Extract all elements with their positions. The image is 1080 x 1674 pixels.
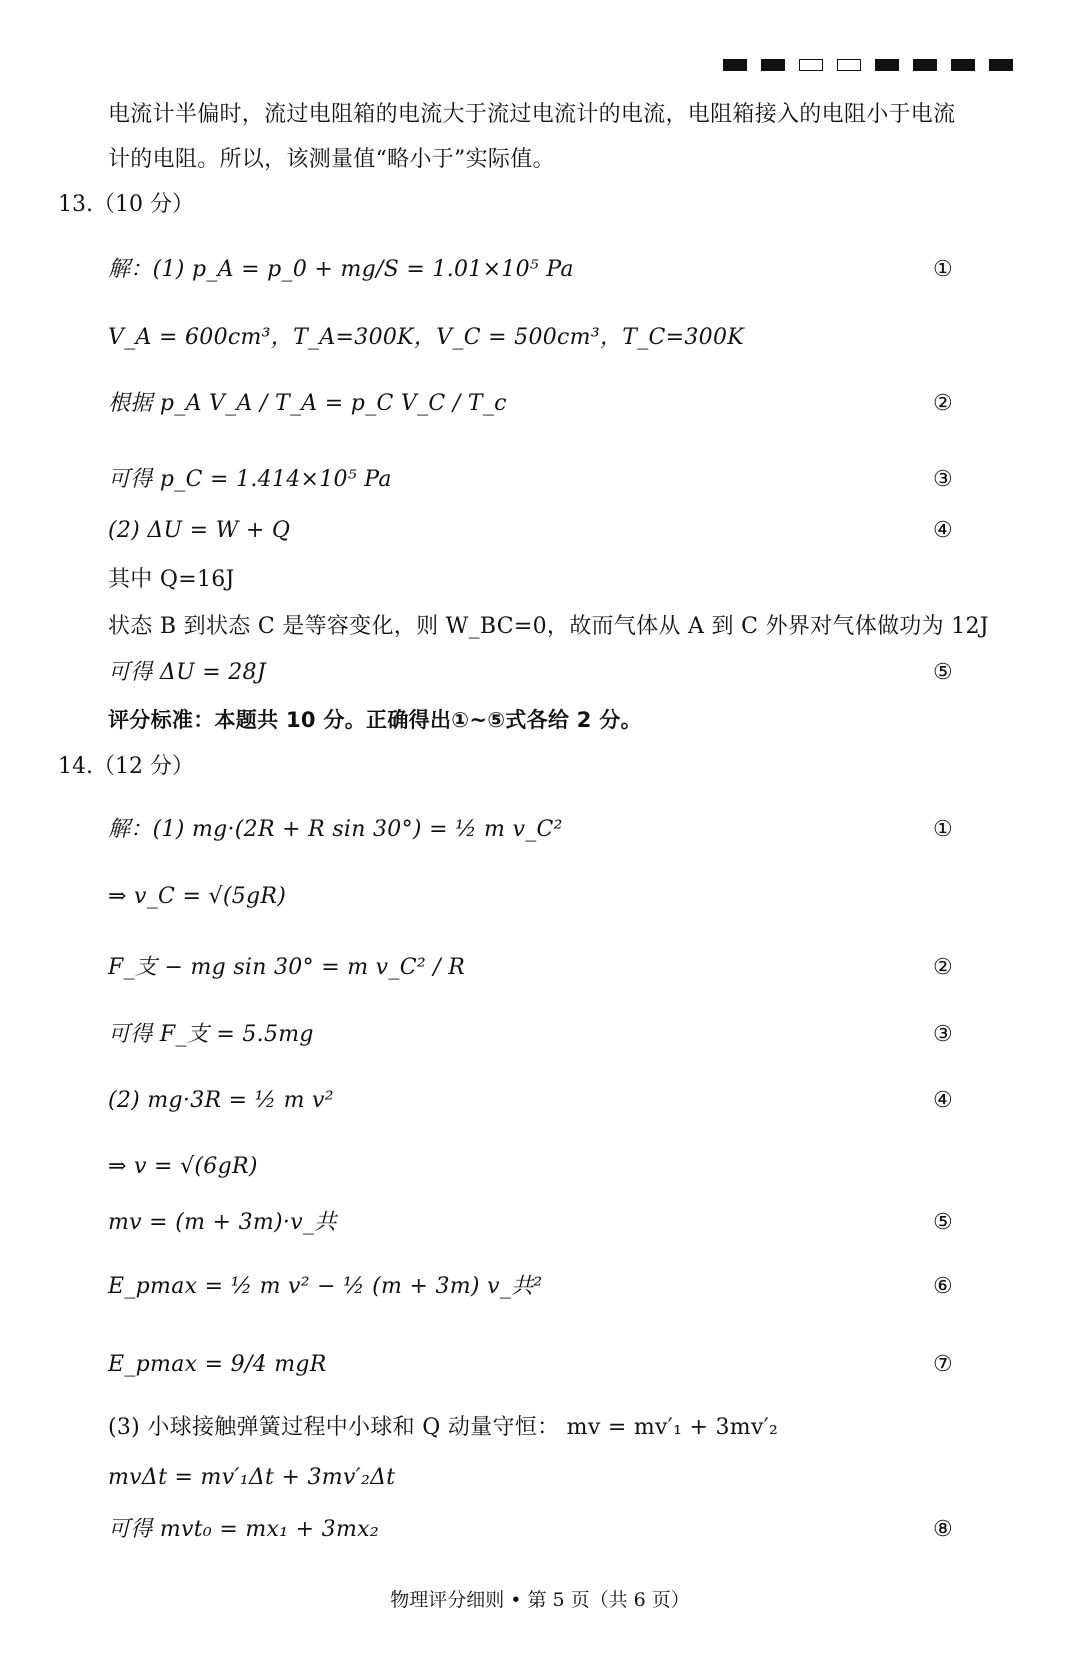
q13-row-1: 解：(1) p_A = p_0 + mg/S = 1.01×10⁵ Pa: [108, 257, 574, 282]
q14-row-1: 解：(1) mg·(2R + R sin 30°) = ½ m v_C²: [108, 817, 563, 842]
q13-row-2: V_A = 600cm³，T_A=300K，V_C = 500cm³，T_C=300K: [108, 325, 745, 350]
q14-row-6: ⇒ v = √(6gR): [108, 1154, 258, 1179]
q14-heading: 14.（12 分）: [58, 754, 194, 779]
q13-row-7: 状态 B 到状态 C 是等容变化，则 W_BC=0，故而气体从 A 到 C 外界对气体做功为 12J: [108, 614, 989, 639]
q14-row-5: (2) mg·3R = ½ m v²: [108, 1088, 334, 1113]
q14-num-12: ⑧: [933, 1517, 953, 1542]
intro-line-1: 电流计半偏时，流过电阻箱的电流大于流过电流计的电流，电阻箱接入的电阻小于电流: [108, 102, 956, 127]
header-mark: [761, 59, 785, 71]
header-mark: [913, 59, 937, 71]
q13-num-5: ④: [933, 518, 953, 543]
q13-scoring: 评分标准：本题共 10 分。正确得出①~⑤式各给 2 分。: [108, 708, 642, 732]
header-mark: [875, 59, 899, 71]
q14-num-8: ⑥: [933, 1274, 953, 1299]
page-footer: 物理评分细则 • 第 5 页（共 6 页）: [390, 1589, 690, 1611]
q14-row-8: E_pmax = ½ m v² − ½ (m + 3m) v_共²: [108, 1274, 543, 1299]
q14-row-11: mvΔt = mv′₁Δt + 3mv′₂Δt: [108, 1465, 396, 1490]
q13-row-5: (2) ΔU = W + Q: [108, 518, 291, 543]
q14-row-3: F_支 − mg sin 30° = m v_C² / R: [108, 955, 466, 980]
q14-row-2: ⇒ v_C = √(5gR): [108, 884, 287, 909]
q14-num-9: ⑦: [933, 1352, 953, 1377]
q13-num-4: ③: [933, 467, 953, 492]
q14-num-3: ②: [933, 955, 953, 980]
q13-num-8: ⑤: [933, 660, 953, 685]
header-mark: [723, 59, 747, 71]
q14-row-9: E_pmax = 9/4 mgR: [108, 1352, 327, 1377]
q14-row-4: 可得 F_支 = 5.5mg: [108, 1022, 314, 1047]
q14-num-4: ③: [933, 1022, 953, 1047]
q14-num-7: ⑤: [933, 1210, 953, 1235]
header-marks: [723, 59, 1013, 73]
header-mark: [799, 59, 823, 71]
q13-heading: 13.（10 分）: [58, 192, 194, 217]
header-mark: [951, 59, 975, 71]
q14-row-7: mv = (m + 3m)·v_共: [108, 1210, 337, 1235]
header-mark: [837, 59, 861, 71]
q13-row-6: 其中 Q=16J: [108, 567, 235, 592]
q14-num-5: ④: [933, 1088, 953, 1113]
q13-num-3: ②: [933, 391, 953, 416]
intro-line-2: 计的电阻。所以，该测量值“略小于”实际值。: [108, 147, 555, 172]
q13-num-1: ①: [933, 257, 953, 282]
q13-row-4: 可得 p_C = 1.414×10⁵ Pa: [108, 467, 392, 492]
q13-row-3: 根据 p_A V_A / T_A = p_C V_C / T_c: [108, 391, 507, 416]
header-mark: [989, 59, 1013, 71]
q13-row-8: 可得 ΔU = 28J: [108, 660, 266, 685]
q14-num-1: ①: [933, 817, 953, 842]
q14-row-10: (3) 小球接触弹簧过程中小球和 Q 动量守恒： mv = mv′₁ + 3mv′₂: [108, 1415, 779, 1440]
q14-row-12: 可得 mvt₀ = mx₁ + 3mx₂: [108, 1517, 379, 1542]
